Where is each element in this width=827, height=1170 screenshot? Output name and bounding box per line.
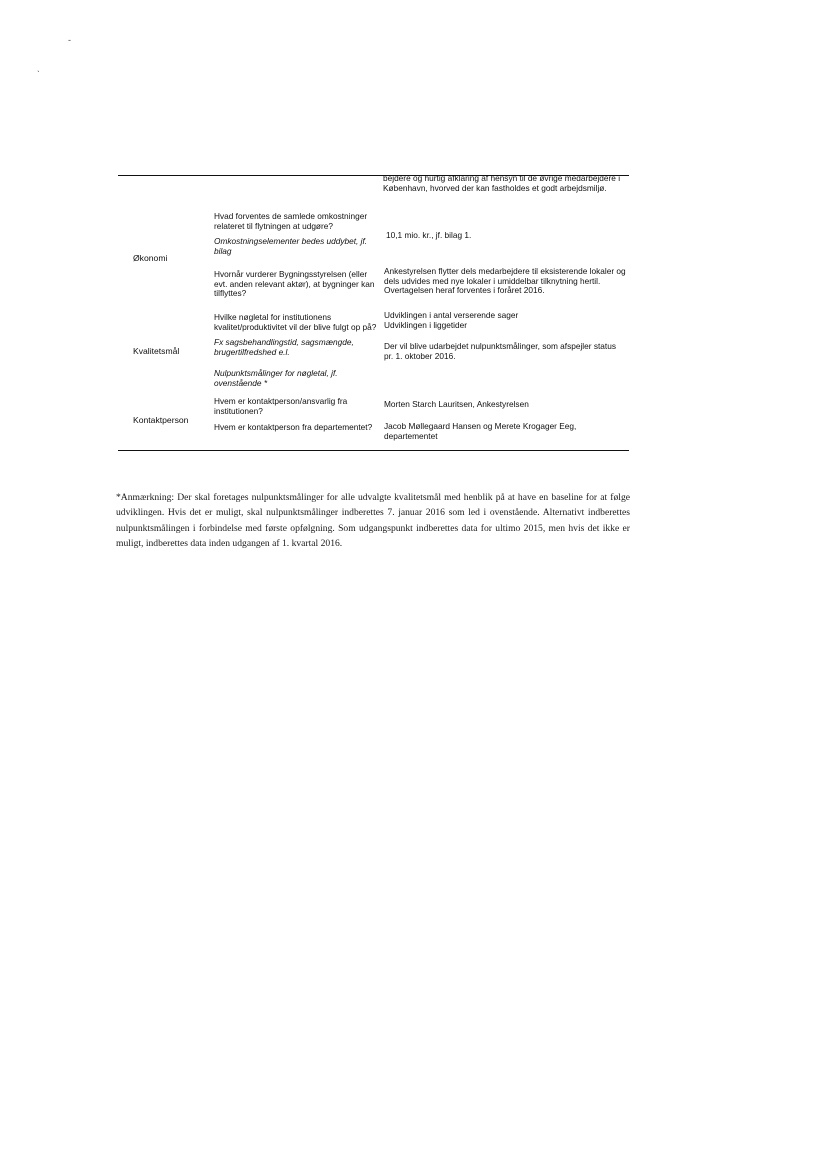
footnote: *Anmærkning: Der skal foretages nulpunktsmålinger for alle udvalgte kvalitetsmål med henblik på at have en baseline for at følge udviklingen. Hvis det er muligt, skal nulpunktsmålinger indberettes 7. januar 2016 som led i ovenstående. Alternativt indberettes nulpunktsmålingen i forbindelse med første opfølgning. Som udgangspunkt indberettes data for ultimo 2015, men hvis det ikke er muligt, indberettes data inden udgangen af 1. kvartal 2016. bbox=[116, 491, 630, 550]
category-contact: Kontaktperson bbox=[133, 415, 189, 425]
kpi-answer: Udviklingen i antal verserende sager Udviklingen i liggetider bbox=[384, 310, 519, 330]
buildings-answer: Ankestyrelsen flytter dels medarbejdere til eksisterende lokaler og dels udvides med nye lokaler i umiddelbar tilknytning hertil. Overtagelsen heraf forventes i foråret 2016. bbox=[384, 266, 626, 296]
costs-answer: 10,1 mio. kr., jf. bilag 1. bbox=[386, 230, 472, 240]
kpi-question: Hvilke nøgletal for institutionens kvalitet/produktivitet vil der blive fulgt op på? bbox=[214, 312, 377, 332]
baseline-question: Nulpunktsmålinger for nøgletal, jf. ovenstående * bbox=[214, 368, 338, 388]
buildings-question: Hvornår vurderer Bygningsstyrelsen (eller evt. anden relevant aktør), at bygninger kan tilflyttes? bbox=[214, 269, 375, 299]
kpi-example: Fx sagsbehandlingstid, sagsmængde, brugertilfredshed e.l. bbox=[214, 337, 354, 357]
scan-mark: - bbox=[68, 35, 71, 45]
category-economy: Økonomi bbox=[133, 253, 168, 263]
contact-institution-answer: Morten Starch Lauritsen, Ankestyrelsen bbox=[384, 399, 529, 409]
contact-department-answer: Jacob Møllegaard Hansen og Merete Krogager Eeg, departementet bbox=[384, 421, 577, 441]
category-quality: Kvalitetsmål bbox=[133, 346, 180, 356]
contact-institution-question: Hvem er kontaktperson/ansvarlig fra institutionen? bbox=[214, 396, 348, 416]
costs-question: Hvad forventes de samlede omkostninger relateret til flytningen at udgøre? bbox=[214, 211, 368, 231]
continued-answer: bejdere og hurtig afklaring af hensyn til de øvrige medarbejdere i København, hvorved der kan fastholdes et godt arbejdsmiljø. bbox=[383, 173, 621, 193]
baseline-answer: Der vil blive udarbejdet nulpunktsmålinger, som afspejler status pr. 1. oktober 2016. bbox=[384, 341, 616, 361]
table-bottom-rule bbox=[118, 450, 629, 451]
costs-note: Omkostningselementer bedes uddybet, jf. bilag bbox=[214, 236, 368, 256]
scan-mark: ˎ bbox=[37, 62, 40, 72]
contact-department-question: Hvem er kontaktperson fra departementet? bbox=[214, 422, 373, 432]
